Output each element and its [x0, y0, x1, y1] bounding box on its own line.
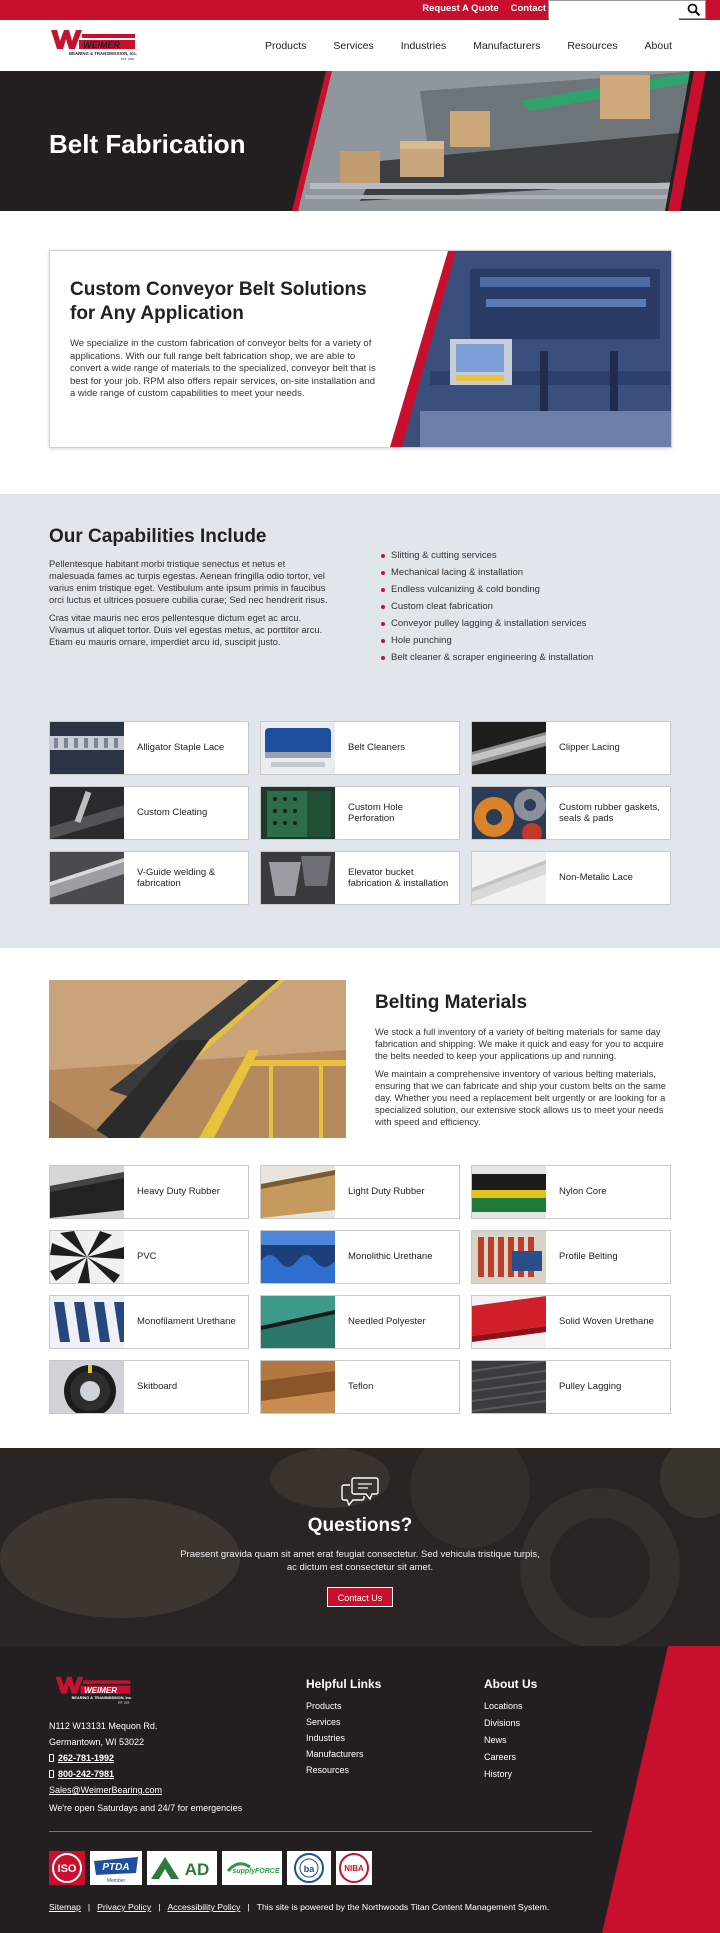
main-nav [238, 40, 672, 52]
tile-label: PVC [137, 1251, 157, 1263]
privacy-policy-link[interactable]: Privacy Policy [97, 1902, 152, 1912]
skitboard-image [50, 1361, 124, 1413]
tile-label: Belt Cleaners [348, 742, 406, 754]
capabilities-grid [49, 721, 672, 905]
footer-contact-info [49, 1718, 242, 1816]
clipper-lacing-image [472, 722, 546, 774]
belting-description [375, 1026, 672, 1134]
nav-about[interactable]: About [644, 40, 672, 52]
request-quote-link[interactable]: Request A Quote [422, 3, 499, 14]
ad-badge[interactable] [147, 1851, 217, 1885]
helpful-links-heading: Helpful Links [306, 1677, 382, 1691]
tile-label: Non-Metalic Lace [559, 872, 633, 884]
capabilities-para-1: Pellentesque habitant morbi tristique senectus et netus et malesuada fames ac turpis egestas. Aenean fringilla odio tortor, vel varius enim tristique eget. Vestibulum ante ipsum primis in faucibus orci luctus et ultrices posuere cubilia curae; Sed nec hendrerit risus. [49, 559, 328, 605]
helpful-links-column [306, 1676, 381, 1778]
needled-polyester-image [261, 1296, 335, 1348]
footer-logo-wordmark: WEIMER [84, 1685, 118, 1695]
intro-heading: Custom Conveyor Belt Solutions for Any Application [70, 279, 367, 324]
footer-link-manufacturers[interactable]: Manufacturers [306, 1749, 364, 1759]
ptda-member-text: Member [106, 1878, 126, 1884]
footer-logo[interactable] [49, 1675, 137, 1707]
tile-label: Custom rubber gaskets, seals & pads [559, 801, 660, 824]
tile-label: Elevator bucket fabrication & installation [348, 866, 449, 889]
footer-bottom-bar [49, 1902, 549, 1912]
tile-label: Alligator Staple Lace [137, 742, 225, 754]
footer-link-resources[interactable]: Resources [306, 1765, 350, 1775]
footer-link-news[interactable]: News [484, 1735, 507, 1745]
powered-by-text: This site is powered by the Northwoods Titan Content Management System. [256, 1902, 550, 1912]
logo-tagline: BEARING & TRANSMISSION, Inc. [69, 51, 137, 56]
capability-tile-non-metalic-lace[interactable] [471, 851, 671, 905]
belting-para-1: We stock a full inventory of a variety of belting materials for same day fabrication and shipping. We make it quick and easy for you to acquire the belts needed to keep your applications up and running. [375, 1027, 664, 1061]
tile-label: V-Guide welding & fabrication [137, 866, 216, 889]
niba-text: NIBA [344, 1864, 364, 1873]
list-item: Custom cleat fabrication [381, 601, 593, 618]
intro-card [49, 250, 672, 448]
capability-tile-v-guide[interactable] [49, 851, 249, 905]
sitemap-link[interactable]: Sitemap [49, 1902, 81, 1912]
alligator-lace-image [50, 722, 124, 774]
belt-cleaners-image [261, 722, 335, 774]
capability-tile-belt-cleaners[interactable] [260, 721, 460, 775]
teflon-image [261, 1361, 335, 1413]
footer-logo-est: EST. 1929 [117, 1701, 130, 1705]
capabilities-description [49, 558, 329, 654]
phone-number: 800-242-7981 [58, 1769, 115, 1779]
footer-link-products[interactable]: Products [306, 1701, 342, 1711]
footer-link-services[interactable]: Services [306, 1717, 341, 1727]
footer-link-divisions[interactable]: Divisions [484, 1718, 521, 1728]
intro-body: We specialize in the custom fabrication of conveyor belts for a variety of applications. With our full range belt fabrication shop, we are able to convert a wide range of materials to the specialized, conveyor belt that is best for your job. RPM also offers repair services, on-site installation and a wide range of custom capabilities to meet your needs. [70, 338, 376, 399]
ad-text: AD [184, 1860, 210, 1879]
tile-label: Pulley Lagging [559, 1381, 622, 1393]
tile-label: Teflon [348, 1381, 374, 1393]
belting-tile-skitboard[interactable] [49, 1360, 249, 1414]
nav-manufacturers[interactable]: Manufacturers [473, 40, 541, 52]
phone-number: 262-781-1992 [58, 1753, 115, 1763]
list-item: Slitting & cutting services [381, 550, 593, 567]
belting-tile-monolithic-urethane[interactable] [260, 1230, 460, 1284]
ba-badge[interactable] [287, 1851, 331, 1885]
site-header [0, 20, 720, 71]
list-item: Mechanical lacing & installation [381, 567, 593, 584]
tile-label: Custom Cleating [137, 807, 208, 819]
separator: | [158, 1902, 161, 1912]
hours-text: We're open Saturdays and 24/7 for emergencies [49, 1803, 243, 1813]
tile-label: Solid Woven Urethane [559, 1316, 654, 1328]
supplyforce-badge[interactable] [222, 1851, 282, 1885]
pvc-image [50, 1231, 124, 1283]
ba-text: ba [303, 1864, 315, 1874]
list-item: Belt cleaner & scraper engineering & installation [381, 652, 593, 669]
tile-label: Monofilament Urethane [137, 1316, 236, 1328]
monolithic-urethane-image [261, 1231, 335, 1283]
hole-perforation-image [261, 787, 335, 839]
belting-intro [49, 980, 672, 1138]
intro-section [0, 211, 720, 494]
footer-divider [49, 1831, 592, 1832]
footer-link-careers[interactable]: Careers [484, 1752, 517, 1762]
questions-section [0, 1448, 720, 1646]
capability-tile-custom-cleating[interactable] [49, 786, 249, 840]
nav-industries[interactable]: Industries [400, 40, 447, 52]
tile-label: Heavy Duty Rubber [137, 1186, 220, 1198]
questions-heading: Questions? [307, 1515, 413, 1536]
tile-label: Custom Hole Perforation [348, 801, 403, 824]
list-item: Hole punching [381, 635, 593, 652]
belting-tile-solid-woven-urethane[interactable] [471, 1295, 671, 1349]
separator: | [247, 1902, 250, 1912]
search-box [548, 0, 706, 19]
nylon-core-image [472, 1166, 546, 1218]
rubber-gaskets-image [472, 787, 546, 839]
capability-tile-elevator-bucket[interactable] [260, 851, 460, 905]
nav-products[interactable]: Products [264, 40, 307, 52]
search-input[interactable] [549, 3, 679, 20]
phone-icon [49, 1754, 54, 1762]
capabilities-list [381, 550, 593, 669]
capability-tile-clipper-lacing[interactable] [471, 721, 671, 775]
tile-label: Clipper Lacing [559, 742, 620, 754]
page-title: Belt Fabrication [49, 129, 246, 159]
heavy-duty-rubber-image [50, 1166, 124, 1218]
ptda-badge[interactable] [90, 1851, 142, 1885]
capability-tile-rubber-gaskets[interactable] [471, 786, 671, 840]
capabilities-section [0, 494, 720, 948]
belting-heading: Belting Materials [375, 992, 528, 1013]
email-link[interactable]: Sales@WeimerBearing.com [49, 1785, 163, 1795]
iso-badge[interactable] [49, 1851, 85, 1885]
tile-label: Light Duty Rubber [348, 1186, 425, 1198]
logo-est: EST. 1929 [121, 57, 134, 61]
capability-tile-alligator[interactable] [49, 721, 249, 775]
custom-cleating-image [50, 787, 124, 839]
utility-bar [0, 0, 720, 20]
belting-tile-needled-polyester[interactable] [260, 1295, 460, 1349]
address-line-1: N112 W13131 Mequon Rd. [49, 1721, 158, 1731]
belting-tile-nylon-core[interactable] [471, 1165, 671, 1219]
tile-label: Needled Polyester [348, 1316, 426, 1328]
list-item: Endless vulcanizing & cold bonding [381, 584, 593, 601]
footer-link-history[interactable]: History [484, 1769, 513, 1779]
capabilities-heading: Our Capabilities Include [49, 526, 267, 547]
questions-body: Praesent gravida quam sit amet erat feugiat consectetur. Sed vehicula tristique turpis, ac dictum est consectetur sit amet. [180, 1549, 540, 1573]
capability-tile-hole-perforation[interactable] [260, 786, 460, 840]
membership-badges [49, 1851, 377, 1885]
belting-grid [49, 1165, 672, 1414]
about-links-column [484, 1676, 537, 1783]
belt-machine-photo [390, 251, 671, 447]
capabilities-para-2: Cras vitae mauris nec eros pellentesque dictum eget ac arcu. Vivamus ut aliquet tortor. Duis vel egestas metus, ac porttitor arcu. Etiam eu mauris ornare, imperdiet arcu id, suscipit justo. [49, 613, 323, 647]
pulley-lagging-image [472, 1361, 546, 1413]
phone-icon [49, 1770, 54, 1778]
belting-para-2: We maintain a comprehensive inventory of various belting materials, ensuring that we can fabricate and ship your custom belts on the same day. Whether you need a replacement belt urgently or are looking for a specialized solution, our extensive stock allows us to meet your needs with speed and efficiency. [375, 1069, 666, 1127]
elevator-bucket-image [261, 852, 335, 904]
monofilament-urethane-image [50, 1296, 124, 1348]
accessibility-policy-link[interactable]: Accessibility Policy [167, 1902, 241, 1912]
capabilities-text [49, 550, 672, 683]
address-line-2: Germantown, WI 53022 [49, 1737, 145, 1747]
weimer-logo[interactable] [49, 28, 137, 64]
utility-links [410, 3, 546, 14]
phone-link-2[interactable] [49, 1766, 242, 1782]
belting-tile-monofilament-urethane[interactable] [49, 1295, 249, 1349]
phone-link-1[interactable] [49, 1750, 242, 1766]
iso-text: ISO [57, 1863, 77, 1875]
search-icon[interactable] [687, 3, 701, 17]
ptda-text: PTDA [102, 1862, 130, 1873]
separator: | [87, 1902, 91, 1912]
tile-label: Nylon Core [559, 1186, 607, 1198]
non-metalic-lace-image [472, 852, 546, 904]
nav-services[interactable]: Services [333, 40, 374, 52]
profile-belting-image [472, 1231, 546, 1283]
solid-woven-urethane-image [472, 1296, 546, 1348]
footer-link-locations[interactable]: Locations [484, 1701, 523, 1711]
belting-tile-light-duty-rubber[interactable] [260, 1165, 460, 1219]
nav-resources[interactable]: Resources [567, 40, 618, 52]
belting-tile-heavy-duty-rubber[interactable] [49, 1165, 249, 1219]
hero-banner [0, 71, 720, 211]
belting-tile-pulley-lagging[interactable] [471, 1360, 671, 1414]
tile-label: Profile Belting [559, 1251, 618, 1263]
tile-label: Monolithic Urethane [348, 1251, 433, 1263]
about-heading: About Us [484, 1677, 538, 1691]
contact-link[interactable]: Contact [510, 3, 546, 14]
contact-us-button[interactable]: Contact Us [327, 1587, 393, 1607]
niba-badge[interactable] [336, 1851, 372, 1885]
footer-logo-tagline: BEARING & TRANSMISSION, Inc. [71, 1696, 133, 1700]
footer-link-industries[interactable]: Industries [306, 1733, 346, 1743]
v-guide-image [50, 852, 124, 904]
list-item: Conveyor pulley lagging & installation services [381, 618, 593, 635]
belting-tile-pvc[interactable] [49, 1230, 249, 1284]
tile-label: Skitboard [137, 1381, 178, 1393]
supplyforce-text: supplyFORCE [232, 1868, 280, 1875]
quarry-conveyor-photo [49, 980, 346, 1138]
belting-tile-profile-belting[interactable] [471, 1230, 671, 1284]
belting-section [0, 948, 720, 1448]
logo-wordmark: WEIMER [83, 40, 120, 50]
site-footer [0, 1646, 720, 1933]
light-duty-rubber-image [261, 1166, 335, 1218]
chat-bubbles-icon [340, 1476, 380, 1508]
belting-tile-teflon[interactable] [260, 1360, 460, 1414]
